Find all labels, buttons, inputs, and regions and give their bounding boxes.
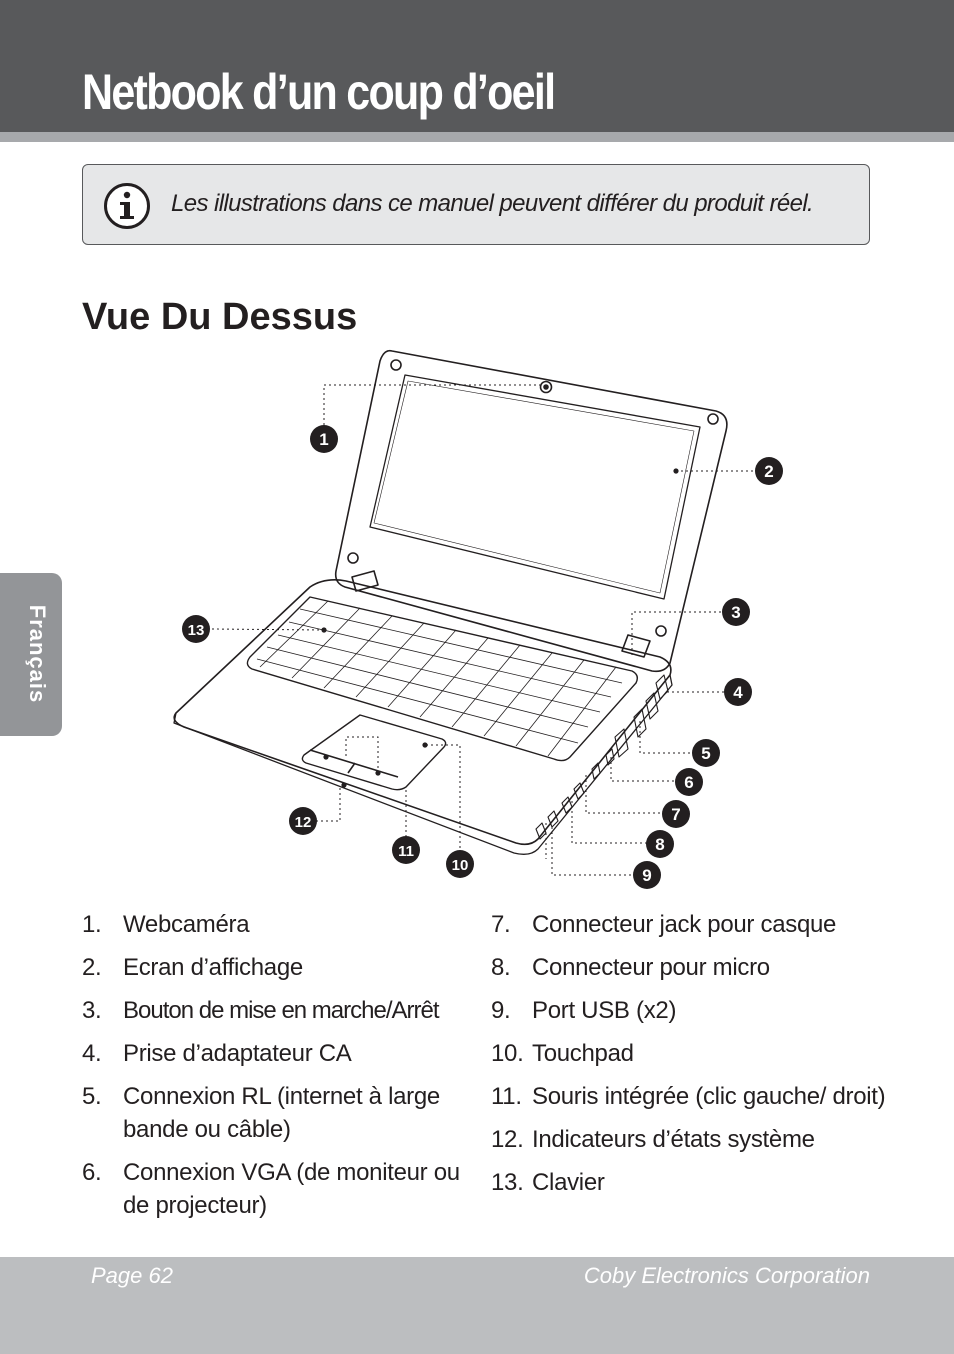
footer-page-number: Page 62: [91, 1263, 173, 1288]
list-item-label: Souris intégrée (clic gauche/ droit): [532, 1083, 886, 1110]
keyboard: [247, 597, 637, 761]
list-item-number: 10.: [491, 1040, 524, 1067]
list-item-number: 8.: [491, 954, 511, 981]
component-list-right: [491, 908, 891, 1209]
list-item-label: Port USB (x2): [532, 997, 677, 1024]
screen-panel: [370, 375, 700, 599]
list-item-label: Prise d’adaptateur CA: [123, 1040, 352, 1067]
base-outline: [174, 580, 671, 844]
list-item-number: 12.: [491, 1126, 524, 1153]
list-item-label: Connecteur jack pour casque: [532, 911, 837, 938]
list-item: [82, 1037, 472, 1070]
callout-5-label: 5: [701, 744, 711, 763]
callout-11-label: 11: [398, 843, 414, 860]
netbook-top-view-diagram: [160, 345, 800, 895]
list-item-label: Touchpad: [532, 1040, 634, 1067]
section-title: Vue Du Dessus: [82, 296, 358, 338]
list-item-number: 13.: [491, 1169, 524, 1196]
touchpad: [302, 715, 445, 790]
list-item-label: Indicateurs d’états système: [532, 1126, 815, 1153]
callout-1-label: 1: [319, 430, 329, 449]
list-item: [491, 1166, 891, 1199]
list-item-number: 6.: [82, 1159, 102, 1186]
list-item-number: 11.: [491, 1083, 522, 1110]
header-rule: [0, 132, 954, 142]
list-item: [82, 1080, 472, 1146]
callout-6-label: 6: [684, 773, 694, 792]
list-item-number: 2.: [82, 954, 102, 981]
list-item-label: Webcaméra: [123, 911, 250, 938]
list-item-label: Ecran d’affichage: [123, 954, 303, 981]
list-item-number: 9.: [491, 997, 511, 1024]
list-item: [491, 994, 891, 1027]
footer-company: Coby Electronics Corporation: [583, 1263, 870, 1288]
list-item-number: 4.: [82, 1040, 102, 1067]
callout-markers: [182, 425, 783, 889]
callout-13-label: 13: [187, 622, 205, 639]
list-item: [491, 908, 891, 941]
component-list-left: [82, 908, 472, 1232]
callout-10-label: 10: [451, 857, 469, 874]
note-text: Les illustrations dans ce manuel peuvent différer du produit réel.: [171, 190, 814, 217]
callout-8-label: 8: [655, 835, 665, 854]
list-item: [491, 1080, 891, 1113]
list-item: [82, 994, 472, 1027]
language-tab-label: Français: [25, 604, 50, 704]
list-item: [491, 1123, 891, 1156]
list-item-number: 3.: [82, 997, 102, 1024]
list-item: [491, 951, 891, 984]
list-item-label: Connexion RL (internet à large bande ou câble): [123, 1083, 440, 1143]
info-icon: [103, 182, 151, 230]
callout-4-label: 4: [733, 683, 743, 702]
list-item-label: Bouton de mise en marche/Arrêt: [123, 997, 439, 1024]
page-title: Netbook d’un coup d’oeil: [82, 64, 555, 120]
side-ports: [536, 675, 668, 839]
list-item-number: 1.: [82, 911, 102, 938]
list-item-number: 7.: [491, 911, 511, 938]
callout-7-label: 7: [671, 805, 681, 824]
list-item-number: 5.: [82, 1083, 102, 1110]
list-item: [82, 908, 472, 941]
list-item: [491, 1037, 891, 1070]
lid-outline: [336, 351, 727, 672]
list-item: [82, 951, 472, 984]
list-item: [82, 1156, 472, 1222]
callout-9-label: 9: [642, 866, 652, 885]
callout-3-label: 3: [731, 603, 741, 622]
callout-2-label: 2: [764, 462, 774, 481]
list-item-label: Clavier: [532, 1169, 605, 1196]
list-item-label: Connecteur pour micro: [532, 954, 770, 981]
note-box: [82, 164, 870, 245]
callout-12-label: 12: [294, 814, 312, 831]
list-item-label: Connexion VGA (de moniteur ou de projecteur): [123, 1159, 460, 1219]
